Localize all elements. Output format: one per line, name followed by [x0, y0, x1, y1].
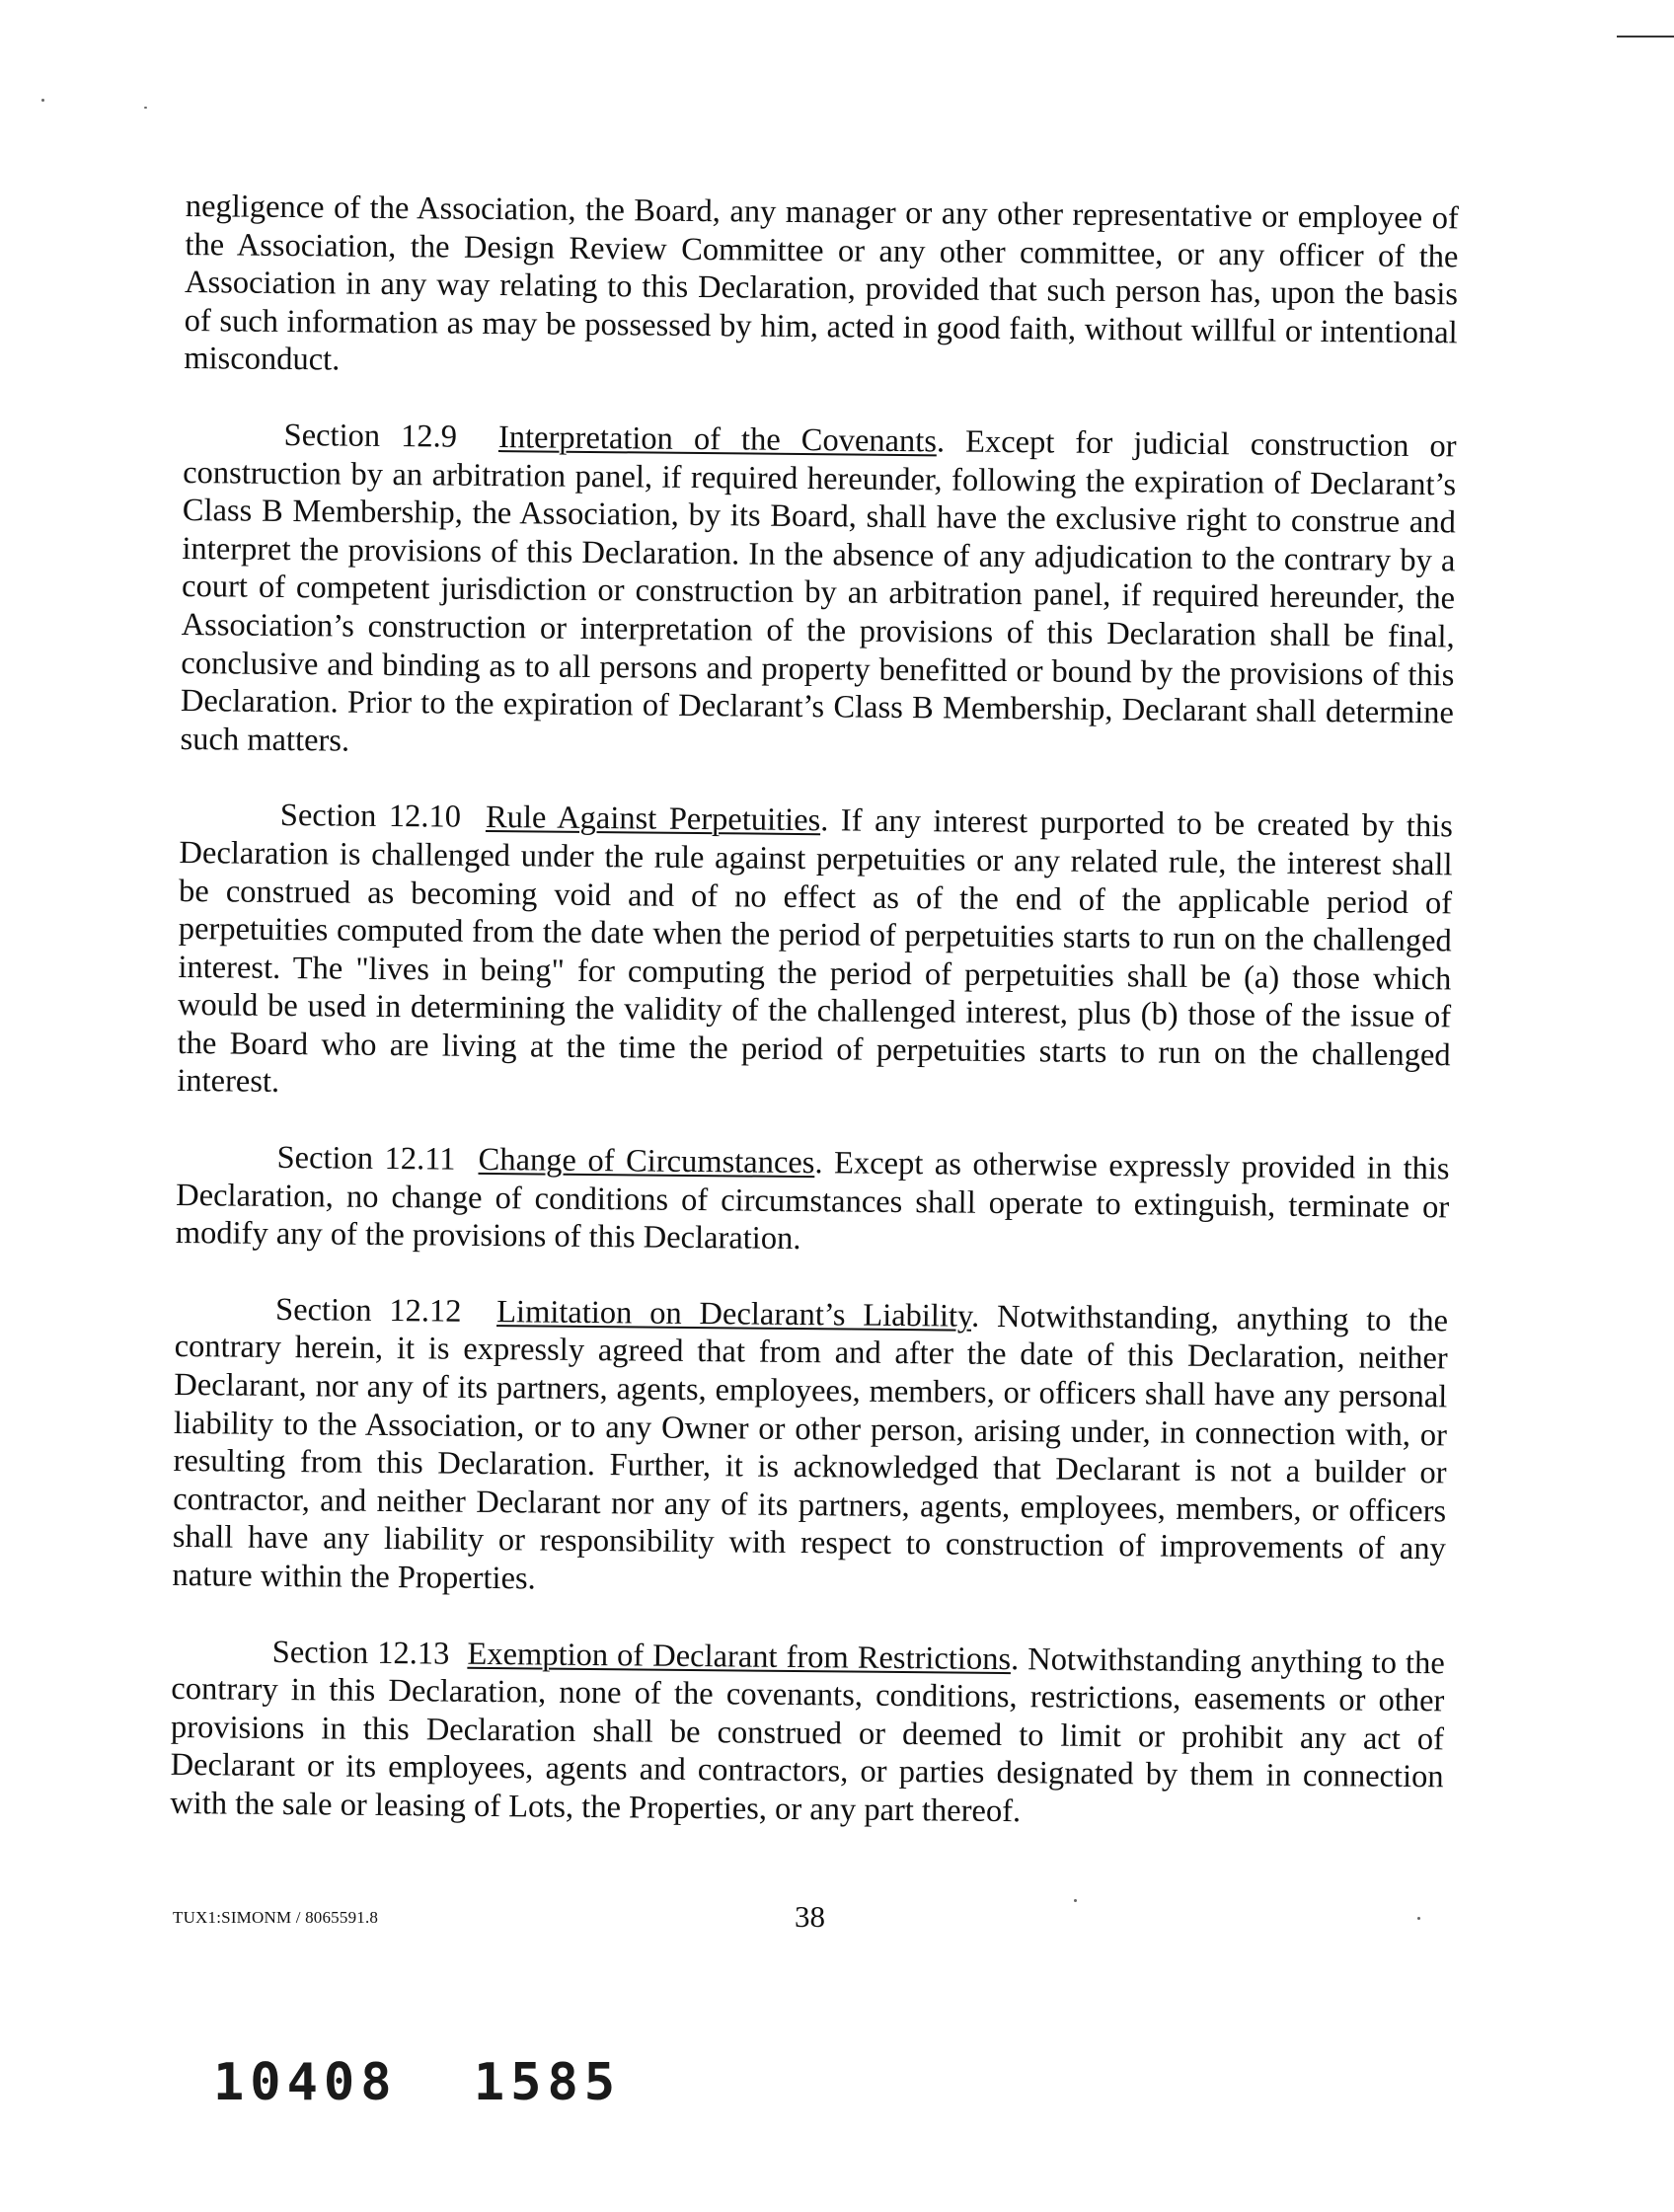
scan-speck	[41, 99, 44, 102]
scan-speck	[1074, 1899, 1077, 1902]
section-12-13	[170, 1633, 1445, 1835]
section-12-11	[176, 1138, 1450, 1264]
section-heading: Interpretation of the Covenants	[497, 420, 938, 460]
paragraph-text: negligence of the Association, the Board, any manager or any other representative or employee of the Association, the Design Review Committee or any other committee, or any officer of the Association in any way relating to this Declaration, provided that such person has, upon the basis of such information as may be possessed by him, acted in good faith, without willful or intentional misconduct.	[184, 188, 1459, 378]
section-text: . Except for judicial construction or construction by an arbitration panel, if required hereunder, following the expiration of Declarant’s Class B Membership, the Association, by its Board, shall have the exclusive right to construe and interpret the provisions of this Declaration. In the absence of any adjudication to the contrary by a court of competent jurisdiction or construction by an arbitration panel, if required hereunder, the Association’s construction or interpretation of the provisions of this Declaration shall be final, conclusive and binding as to all persons and property benefitted or bound by the provisions of this Declaration. Prior to the expiration of Declarant’s Class B Membership, Declarant shall determine such matters.	[180, 423, 1457, 759]
section-label: Section 12.12	[274, 1291, 462, 1330]
scan-edge-mark	[1617, 36, 1674, 38]
section-12-9	[180, 416, 1456, 771]
section-heading: Rule Against Perpetuities	[485, 800, 821, 839]
section-text: . Notwithstanding anything to the contrary in this Declaration, none of the covenants, conditions, restrictions, easements or other provisions in this Declaration shall be construed or deemed to limit or prohibit any act of Declarant or its employees, agents and contractors, or parties designated by them in connection with the sale or leasing of Lots, the Properties, or any part thereof.	[170, 1640, 1445, 1830]
section-label: Section 12.9	[283, 417, 458, 455]
section-heading: Exemption of Declarant from Restrictions	[467, 1636, 1012, 1677]
page-number: 38	[795, 1899, 825, 1934]
recording-stamp: 10408 1585	[213, 2053, 622, 2112]
section-label: Section 12.13	[271, 1634, 450, 1672]
section-text: . Notwithstanding, anything to the contrary herein, it is expressly agreed that from and after the date of this Declaration, neither Declarant, nor any of its partners, agents, employees, members, or officers shall have any personal liability to the Association, or to any Owner or other person, arising under, in connection with, or resulting from this Declaration. Further, it is acknowledged that Declarant is not a builder or contractor, and neither Declarant nor any of its partners, agents, employees, members, or officers shall have any liability or responsibility with respect to construction of improvements of any nature within the Properties.	[172, 1298, 1449, 1597]
section-12-10	[177, 796, 1453, 1112]
section-label: Section 12.10	[279, 798, 462, 836]
section-heading: Limitation on Declarant’s Liability	[496, 1293, 972, 1335]
section-text: . If any interest purported to be created by this Declaration is challenged under the rule against perpetuities or any related rule, the interest shall be construed as becoming void and of no effect as of the end of the applicable period of perpetuities computed from the date when the period of perpetuities starts to run on the challenged interest. The "lives in being" for computing the period of perpetuities shall be (a) those which would be used in determining the validity of the challenged interest, plus (b) those of the issue of the Board who are living at the time the period of perpetuities starts to run on the challenged interest.	[177, 802, 1454, 1101]
scan-speck	[1417, 1917, 1420, 1920]
section-12-12	[172, 1290, 1448, 1607]
section-text: . Except as otherwise expressly provided in this Declaration, no change of conditions of circumstances shall operate to extinguish, terminate or modify any of the provisions of this Declaration.	[175, 1145, 1450, 1258]
section-heading: Change of Circumstances	[478, 1141, 815, 1182]
scan-speck	[144, 107, 147, 109]
paragraph-continuation	[184, 188, 1459, 390]
footer-document-code: TUX1:SIMONM / 8065591.8	[173, 1908, 379, 1927]
section-label: Section 12.11	[276, 1139, 456, 1178]
document-body	[170, 188, 1459, 1835]
